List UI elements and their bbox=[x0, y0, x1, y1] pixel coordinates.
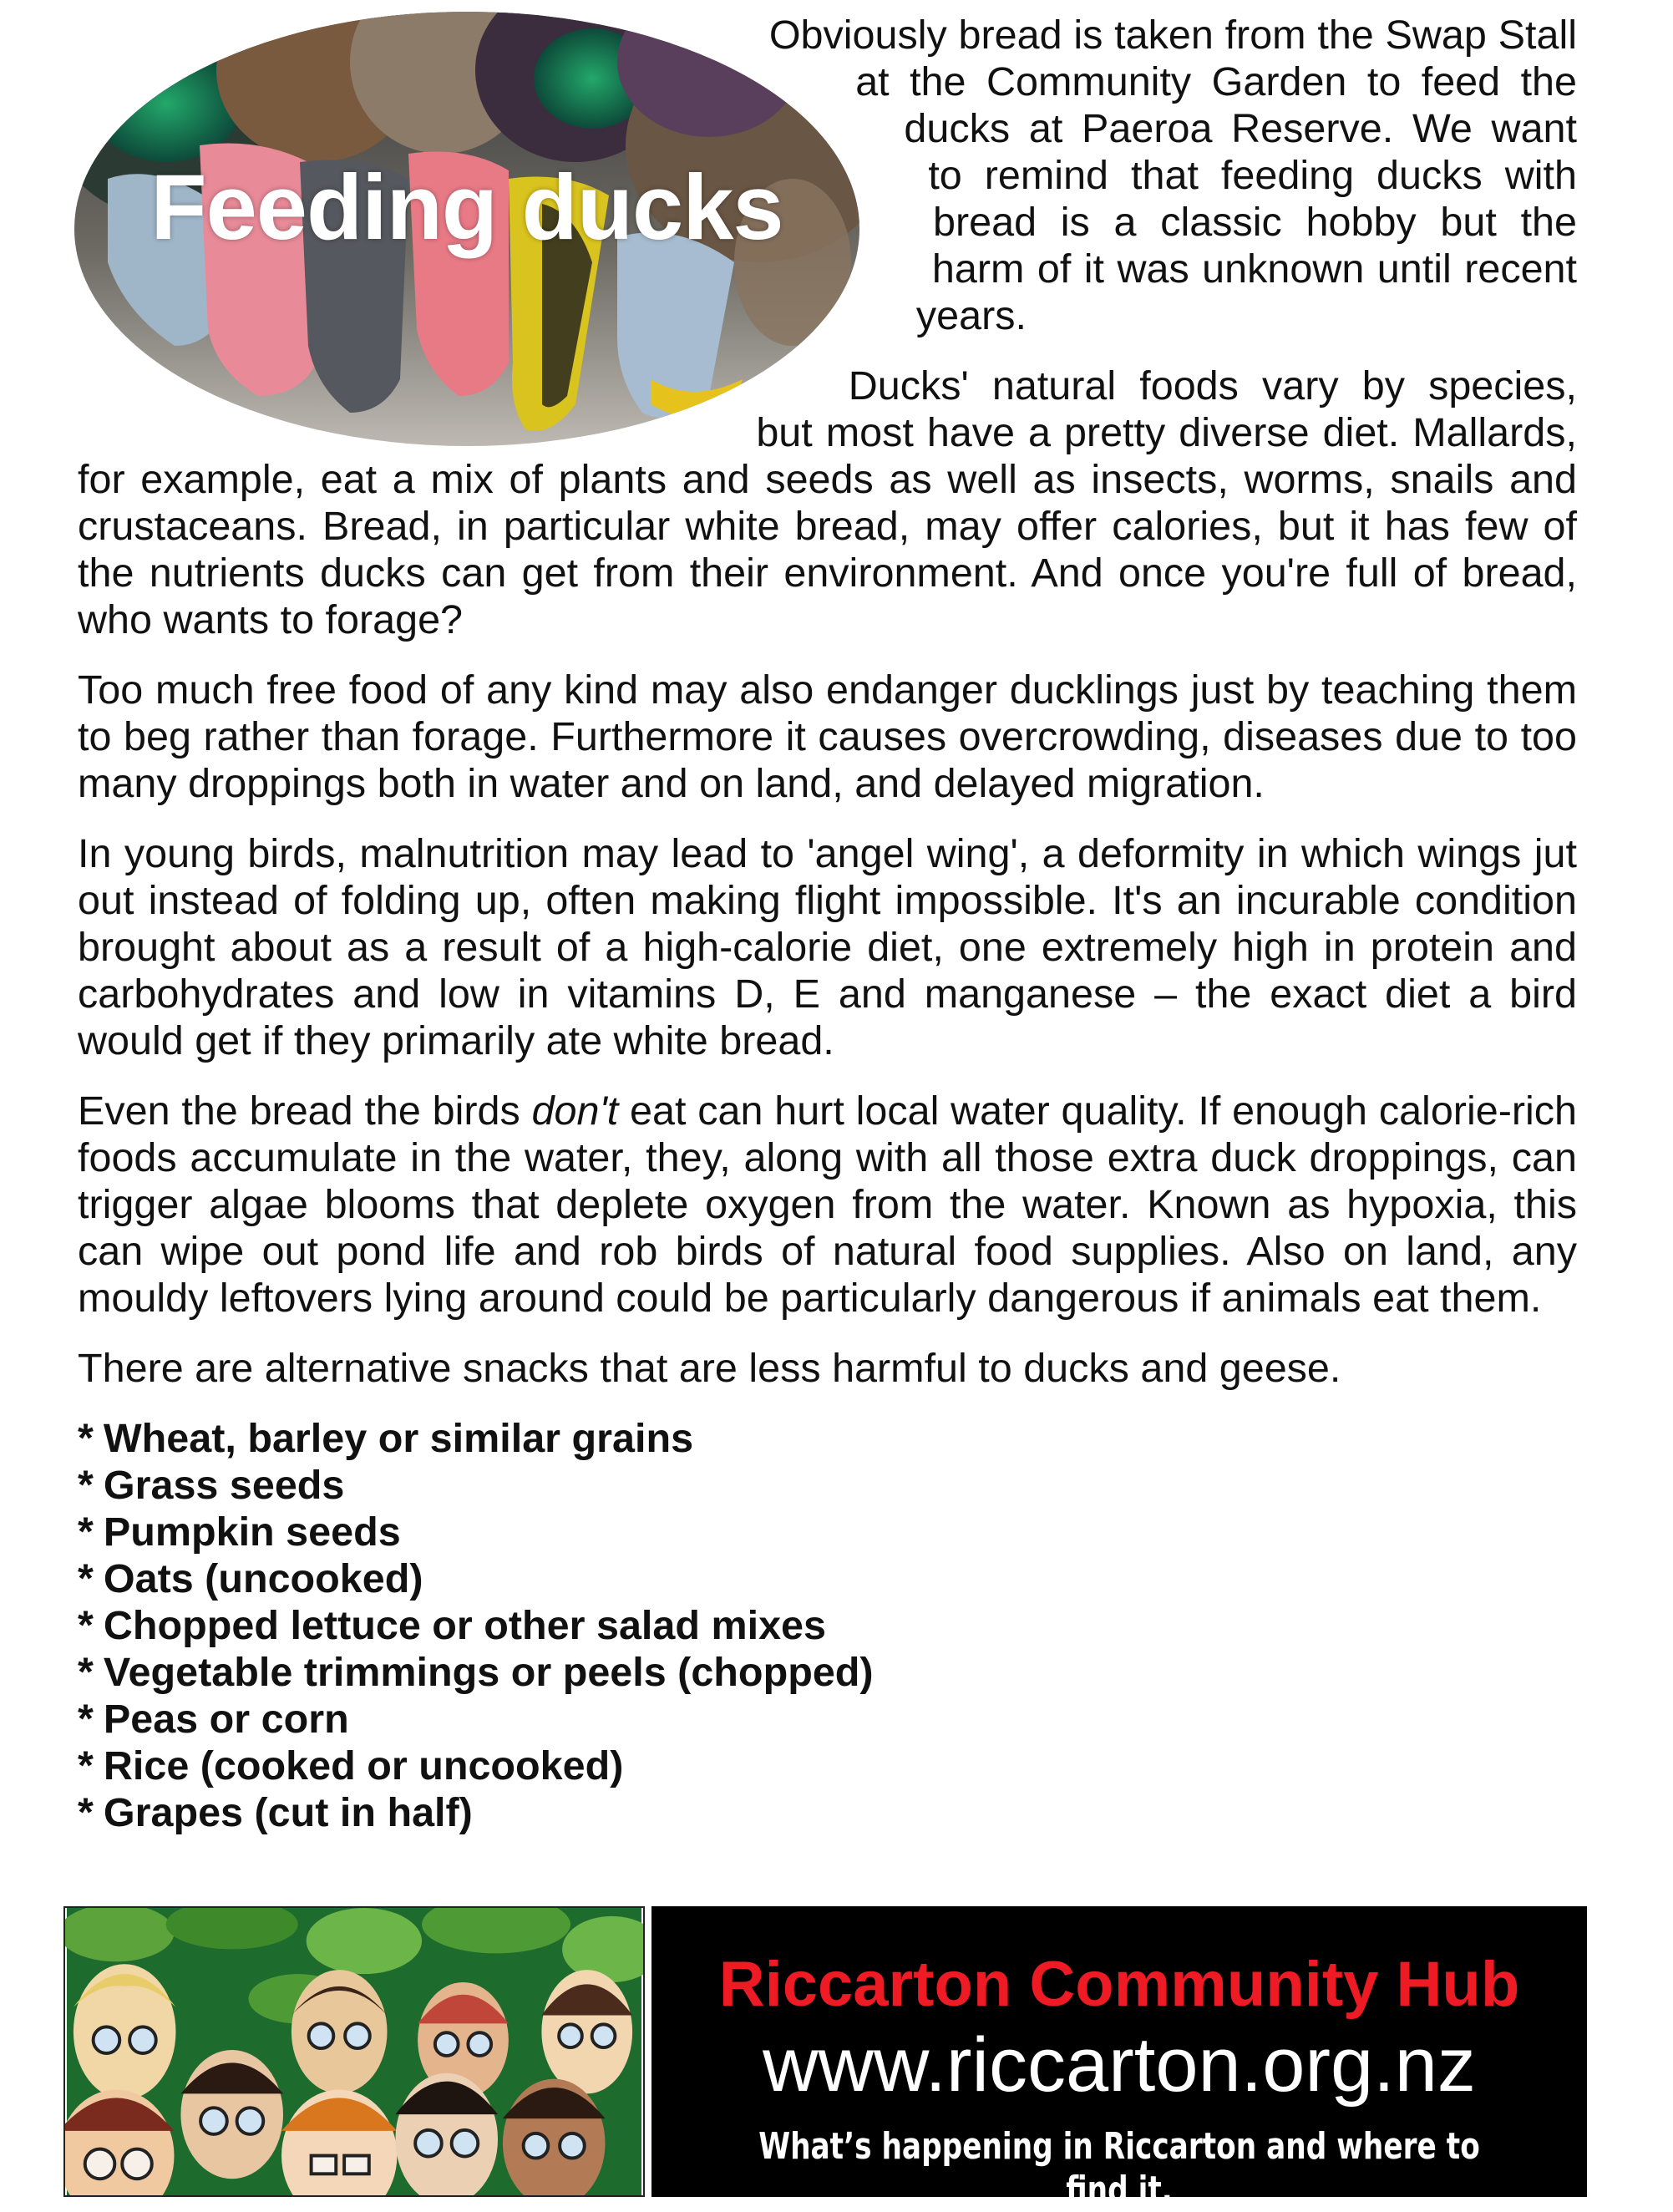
list-item-text: Vegetable trimmings or peels (chopped) bbox=[103, 1650, 874, 1695]
list-item bbox=[78, 1649, 1577, 1696]
list-bullet: * bbox=[78, 1556, 94, 1601]
paragraph-5-italic: don't bbox=[531, 1088, 619, 1134]
list-bullet: * bbox=[78, 1416, 94, 1461]
alternatives-list bbox=[78, 1415, 1577, 1836]
list-bullet: * bbox=[78, 1603, 94, 1648]
list-bullet: * bbox=[78, 1463, 94, 1508]
hub-tagline: What’s happening in Riccarton and where to find it. bbox=[758, 2125, 1480, 2211]
list-bullet: * bbox=[78, 1790, 94, 1835]
list-item bbox=[78, 1555, 1577, 1602]
footer-ad bbox=[63, 1906, 1587, 2211]
list-item bbox=[78, 1415, 1577, 1462]
list-item-text: Grapes (cut in half) bbox=[103, 1790, 473, 1835]
list-bullet: * bbox=[78, 1743, 94, 1788]
list-item-text: Peas or corn bbox=[103, 1697, 349, 1742]
list-item-text: Wheat, barley or similar grains bbox=[103, 1416, 694, 1461]
hub-banner bbox=[651, 1906, 1587, 2211]
photo-title: Feeding ducks bbox=[150, 156, 783, 259]
paragraph-2: Ducks' natural foods vary by species, but most have a pretty diverse diet. Mallards, for example, eat a mix of plants and seeds as well as insects, worms, snails and crustaceans. Bread, in particular white bread, may offer calories, but it has few of the nutrients ducks can get from their environment. And once you're full of bread, who wants to forage? bbox=[78, 363, 1577, 642]
list-item bbox=[78, 1743, 1577, 1789]
hub-website-link[interactable]: www.riccarton.org.nz bbox=[763, 2022, 1476, 2108]
paragraph-5-end: eat can hurt local water quality. If enough calorie-rich foods accumulate in the water, they, along with all those extra duck droppings, can trigger algae blooms that deplete oxygen from the water. Known as hypoxia, this can wipe out pond life and rob birds of natural food supplies. Also on land, any mouldy leftovers lying around could be particularly dangerous if animals eat them. bbox=[78, 1088, 1577, 1321]
list-item bbox=[78, 1696, 1577, 1743]
list-item bbox=[78, 1509, 1577, 1555]
list-item-text: Grass seeds bbox=[103, 1463, 345, 1508]
article-body bbox=[78, 12, 1577, 1836]
list-item-text: Chopped lettuce or other salad mixes bbox=[103, 1603, 826, 1648]
list-item bbox=[78, 1789, 1577, 1836]
alternatives-intro: There are alternative snacks that are less harmful to ducks and geese. bbox=[78, 1346, 1341, 1391]
list-bullet: * bbox=[78, 1509, 94, 1555]
paragraph-1: Obviously bread is taken from the Swap Stall at the Community Garden to feed the ducks at Paeroa Reserve. We want to remind that feeding ducks with bread is a classic hobby but the harm of it was unknown until recent years. bbox=[768, 13, 1577, 338]
paragraph-3: Too much free food of any kind may also endanger ducklings just by teaching them to beg rather than forage. Furthermore it causes overcrowding, diseases due to too many droppings both in water and on land, and delayed migration. bbox=[78, 667, 1577, 806]
list-item-text: Rice (cooked or uncooked) bbox=[103, 1743, 624, 1788]
list-bullet: * bbox=[78, 1650, 94, 1695]
paragraph-5 bbox=[78, 1088, 1577, 1322]
paragraph-5-start: Even the bread the birds bbox=[78, 1088, 532, 1134]
paragraph-4: In young birds, malnutrition may lead to 'angel wing', a deformity in which wings jut out instead of folding up, often making flight impossible. It's an incurable condition brought about as a result of a high-calorie diet, one extremely high in protein and carbohydrates and low in vitamins D, E and manganese – the exact diet a bird would get if they primarily ate white bread. bbox=[78, 831, 1577, 1063]
list-item-text: Pumpkin seeds bbox=[103, 1509, 401, 1555]
list-item bbox=[78, 1602, 1577, 1649]
footer-artwork bbox=[63, 1906, 645, 2197]
hub-name: Riccarton Community Hub bbox=[718, 1949, 1520, 2020]
list-item bbox=[78, 1462, 1577, 1509]
list-bullet: * bbox=[78, 1697, 94, 1742]
list-item-text: Oats (uncooked) bbox=[103, 1556, 423, 1601]
duck-photo bbox=[74, 12, 859, 446]
community-faces-art-icon bbox=[65, 1908, 643, 2195]
